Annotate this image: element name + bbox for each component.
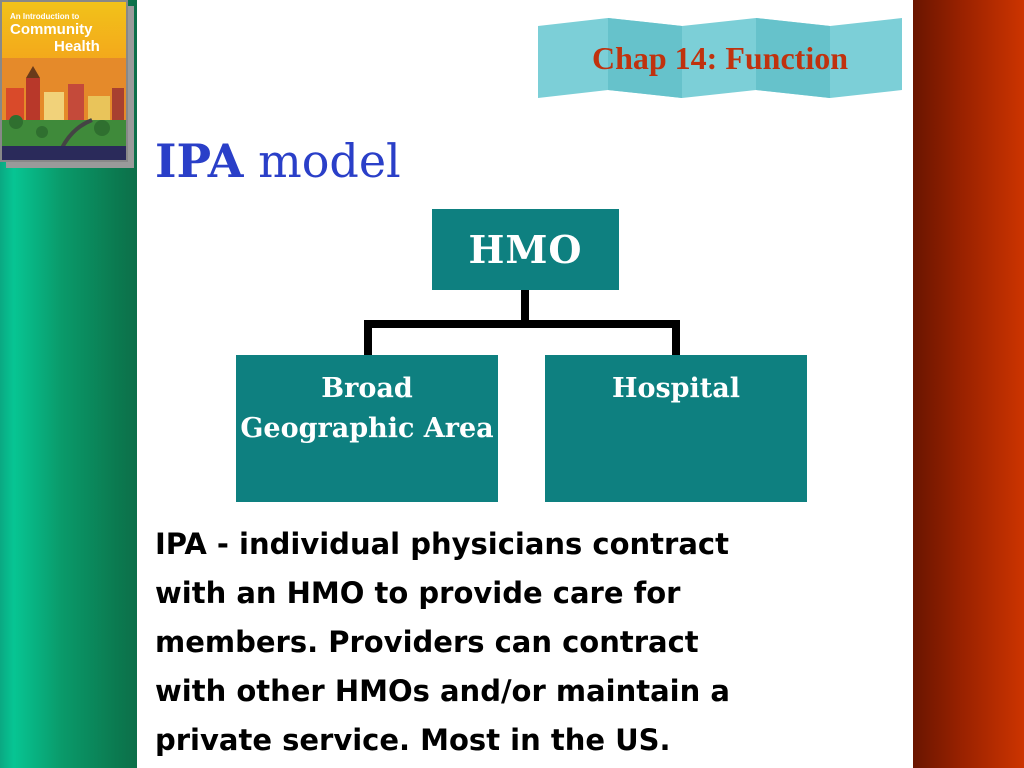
org-node-hospital: Hospital	[545, 355, 807, 502]
org-node-broad-geographic-area: Broad Geographic Area	[236, 355, 498, 502]
slide-title-bold: IPA	[155, 134, 244, 188]
book-title-line2: Health	[54, 38, 100, 55]
slide-title-rest: model	[243, 134, 401, 188]
ipa-description: IPA - individual physicians contract with an HMO to provide care for members. Providers can contract with other HMOs and/or maintain a private service. Most in the US.	[155, 527, 730, 757]
org-node-hmo: HMO	[432, 209, 619, 290]
banner-label: Chap 14: Function	[591, 39, 849, 76]
book-title-line1: Community	[10, 21, 93, 38]
book-subtitle: An Introduction to	[10, 12, 80, 21]
